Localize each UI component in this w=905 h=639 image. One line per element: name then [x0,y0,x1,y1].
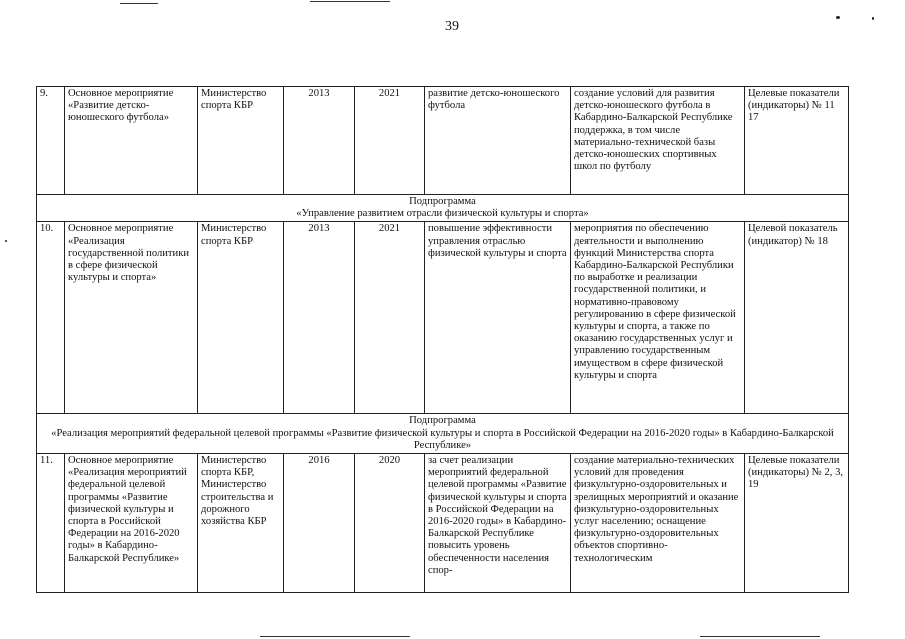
subprogram-heading [37,414,849,454]
subprogram-label: Подпрограмма [409,415,476,427]
subprogram-label: Подпрограмма [409,196,476,207]
row-number: 11. [37,454,65,593]
scan-edge-bottom-right [700,636,820,637]
row-number: 9. [37,87,65,195]
end-year-cell: 2021 [355,222,425,414]
scan-speck [5,240,7,242]
indicators-cell: Целевой показатель (индикатор) № 18 [745,222,849,414]
executor-cell: Министерство спорта КБР [198,87,284,195]
row-number: 10. [37,222,65,414]
indicators-cell: Целевые показатели (индикаторы) № 11 17 [745,87,849,195]
program-table [36,86,849,593]
scan-edge-top-right [310,1,390,2]
executor-cell: Министерство спорта КБР, Министерство строительства и дорожного хозяйства КБР [198,454,284,593]
table-row [37,87,849,195]
executor-cell: Министерство спорта КБР [198,222,284,414]
activity-cell: Основное мероприятие «Развитие детско-юношеского футбола» [65,87,198,195]
result-cell: повышение эффективности управления отраслью физической культуры и спорта [425,222,571,414]
subprogram-row [37,195,849,222]
scan-speck [836,16,840,19]
end-year-cell: 2021 [355,87,425,195]
scan-edge-bottom-left [260,636,410,637]
activity-cell: Основное мероприятие «Реализация мероприятий федеральной целевой программы «Развитие физической культуры и спорта в Российской Федерации на 2016-2020 годы» в Кабардино-Балкарской Республике» [65,454,198,593]
end-year-cell: 2020 [355,454,425,593]
page-number: 39 [445,19,459,34]
subprogram-title: «Реализация мероприятий федеральной целевой программы «Развитие физической культуры и спорта в Российской Федерации на 2016-2020 годы» в Кабардино-Балкарской Республике» [51,427,834,451]
measures-cell: создание условий для развития детско-юношеского футбола в Кабардино-Балкарской Республике поддержка, в том числе материально-технической базы детско-юношеских спортивных школ по футболу [571,87,745,195]
start-year-cell: 2013 [284,87,355,195]
start-year-cell: 2013 [284,222,355,414]
scan-edge-top-left [120,3,158,4]
table-row [37,222,849,414]
subprogram-row [37,414,849,454]
subprogram-heading [37,195,849,222]
table-row [37,454,849,593]
measures-cell: создание материально-технических условий для проведения физкультурно-оздоровительных и зрелищных мероприятий и оказание физкультурно-оздоровительных услуг населению; оснащение физкультурно-оздоровительных объектов спортивно-технологическим [571,454,745,593]
subprogram-title: «Управление развитием отрасли физической культуры и спорта» [296,208,589,220]
measures-cell: мероприятия по обеспечению деятельности и выполнению функций Министерства спорта Кабардино-Балкарской Республики по выработке и реализации государственной политики, и нормативно-правовому регулированию в сфере физической культуры и спорта, а также по оказанию государственных услуг и управлению государственным имуществом в сфере физической культуры и спорта [571,222,745,414]
start-year-cell: 2016 [284,454,355,593]
activity-cell: Основное мероприятие «Реализация государственной политики в сфере физической культуры и спорта» [65,222,198,414]
scan-speck [872,17,874,20]
indicators-cell: Целевые показатели (индикаторы) № 2, 3, 19 [745,454,849,593]
result-cell: развитие детско-юношеского футбола [425,87,571,195]
result-cell: за счет реализации мероприятий федеральной целевой программы «Развитие физической культуры и спорта в Российской Федерации на 2016-2020 годы» в Кабардино-Балкарской Республике повысить уровень обеспеченности населения спор- [425,454,571,593]
